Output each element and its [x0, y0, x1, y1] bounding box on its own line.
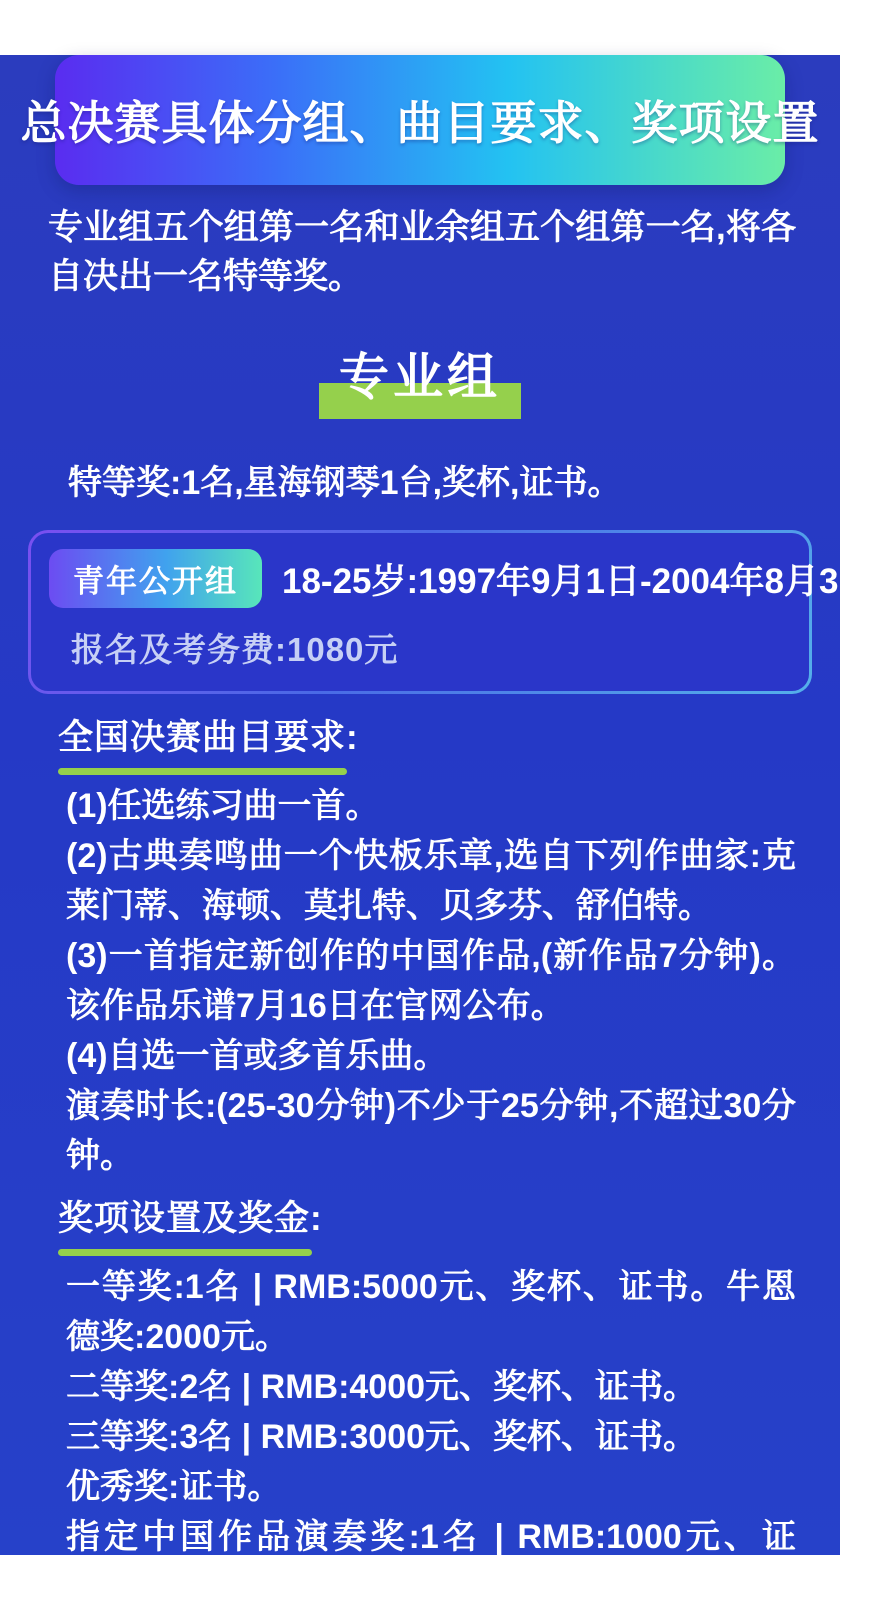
intro-text: 专业组五个组第一名和业余组五个组第一名,将各自决出一名特等奖。	[48, 208, 796, 296]
awards-heading: 奖项设置及奖金:	[58, 1191, 323, 1256]
group-title	[333, 337, 507, 409]
group-chip: 青年公开组	[49, 549, 262, 608]
award-item: 指定中国作品演奏奖:1名 | RMB:1000元、证书。	[66, 1518, 796, 1606]
page-title: 总决赛具体分组、曲目要求、奖项设置	[20, 97, 820, 149]
award-item: 三等奖:3名 | RMB:3000元、奖杯、证书。	[66, 1418, 698, 1456]
special-award-text: 特等奖:1名,星海钢琴1台,奖杯,证书。	[68, 464, 622, 502]
group-card-row	[49, 549, 893, 608]
award-item: 优秀奖:证书。	[66, 1468, 282, 1506]
awards-heading-wrap	[58, 1191, 792, 1256]
award-item: 一等奖:1名 | RMB:5000元、奖杯、证书。牛恩德奖:2000元。	[66, 1268, 796, 1356]
repertoire-heading: 全国决赛曲目要求:	[58, 710, 359, 775]
repertoire-heading-wrap	[58, 710, 792, 775]
group-title-row	[0, 337, 840, 409]
award-item: 二等奖:2名 | RMB:4000元、奖杯、证书。	[66, 1368, 698, 1406]
header-banner	[20, 55, 820, 185]
group-title-label: 专业组	[339, 349, 501, 405]
repertoire-item: 演奏时长:(25-30分钟)不少于25分钟,不超过30分钟。	[66, 1087, 796, 1175]
repertoire-item: (2)古典奏鸣曲一个快板乐章,选自下列作曲家:克莱门蒂、海顿、莫扎特、贝多芬、舒伯特。	[66, 837, 796, 925]
group-info-card-inner	[31, 533, 893, 691]
repertoire-item: (3)一首指定新创作的中国作品,(新作品7分钟)。该作品乐谱7月16日在官网公布。	[66, 937, 796, 1025]
repertoire-list	[66, 781, 796, 1181]
group-info-card	[28, 530, 893, 694]
poster-page	[0, 55, 893, 1606]
awards-list	[66, 1262, 796, 1612]
repertoire-item: (1)任选练习曲一首。	[66, 787, 380, 825]
repertoire-item: (4)自选一首或多首乐曲。	[66, 1037, 448, 1075]
age-range-text: 18-25岁:1997年9月1日-2004年8月31日	[282, 561, 893, 601]
fee-text: 报名及考务费:1080元	[71, 631, 399, 668]
